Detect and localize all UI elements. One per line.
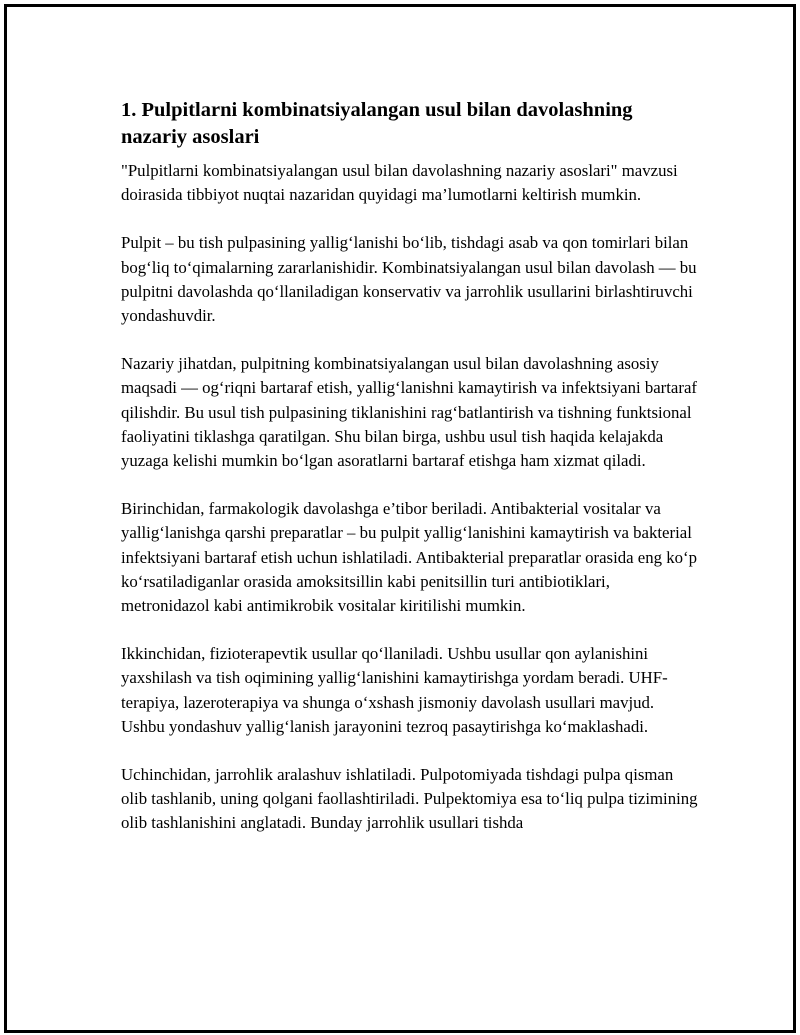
paragraph-theory: Nazariy jihatdan, pulpitning kombinatsiyalangan usul bilan davolashning asosiy maqsadi — og‘riqni bartaraf etish, yallig‘lanishni kamaytirish va infektsiyani bartaraf qilishdir. Bu usul tish pulpasining tiklanishini rag‘batlantirish va tishning funktsional faoliyatini tiklashga qaratilgan. Shu bilan birga, ushbu usul tish haqida kelajakda yuzaga kelishi mumkin bo‘lgan asoratlarni bartaraf etishga ham xizmat qiladi.: [121, 354, 697, 471]
paragraph-intro: "Pulpitlarni kombinatsiyalangan usul bilan davolashning nazariy asoslari" mavzusi doirasida tibbiyot nuqtai nazaridan quyidagi ma’lumotlarni keltirish mumkin.: [121, 161, 678, 205]
section-heading: 1. Pulpitlarni kombinatsiyalangan usul bilan davolashning nazariy asoslari: [121, 99, 633, 148]
paragraph-second: Ikkinchidan, fizioterapevtik usullar qo‘llaniladi. Ushbu usullar qon aylanishini yaxshilash va tish oqimining yallig‘lanishini kamaytirishga yordam beradi. UHF-terapiya, lazeroterapiya va shunga o‘xshash jismoniy davolash usullari mavjud. Ushbu yondashuv yallig‘lanish jarayonini tezroq pasaytirishga ko‘maklashadi.: [121, 644, 668, 736]
page-frame: [4, 4, 796, 1033]
paragraph-definition: Pulpit – bu tish pulpasining yallig‘lanishi bo‘lib, tishdagi asab va qon tomirlari bilan bog‘liq to‘qimalarning zararlanishidir. Kombinatsiyalangan usul bilan davolash — bu pulpitni davolashda qo‘llaniladigan konservativ va jarrohlik usullarini birlashtiruvchi yondashuvdir.: [121, 233, 697, 326]
paragraph-third: Uchinchidan, jarrohlik aralashuv ishlatiladi. Pulpotomiyada tishdagi pulpa qisman olib tashlanib, uning qolgani faollashtiriladi. Pulpektomiya esa to‘liq pulpa tizimining olib tashlanishini anglatadi. Bunday jarrohlik usullari tishda: [121, 765, 698, 833]
paragraph-first: Birinchidan, farmakologik davolashga e’tibor beriladi. Antibakterial vositalar va yallig‘lanishga qarshi preparatlar – bu pulpit yallig‘lanishini kamaytirish va bakterial infektsiyani bartaraf etish uchun ishlatiladi. Antibakterial preparatlar orasida eng ko‘p ko‘rsatiladiganlar orasida amoksitsillin kabi penitsillin turi antibiotiklari, metronidazol kabi antimikrobik vositalar kiritilishi mumkin.: [121, 499, 697, 616]
document-body: [121, 97, 701, 860]
